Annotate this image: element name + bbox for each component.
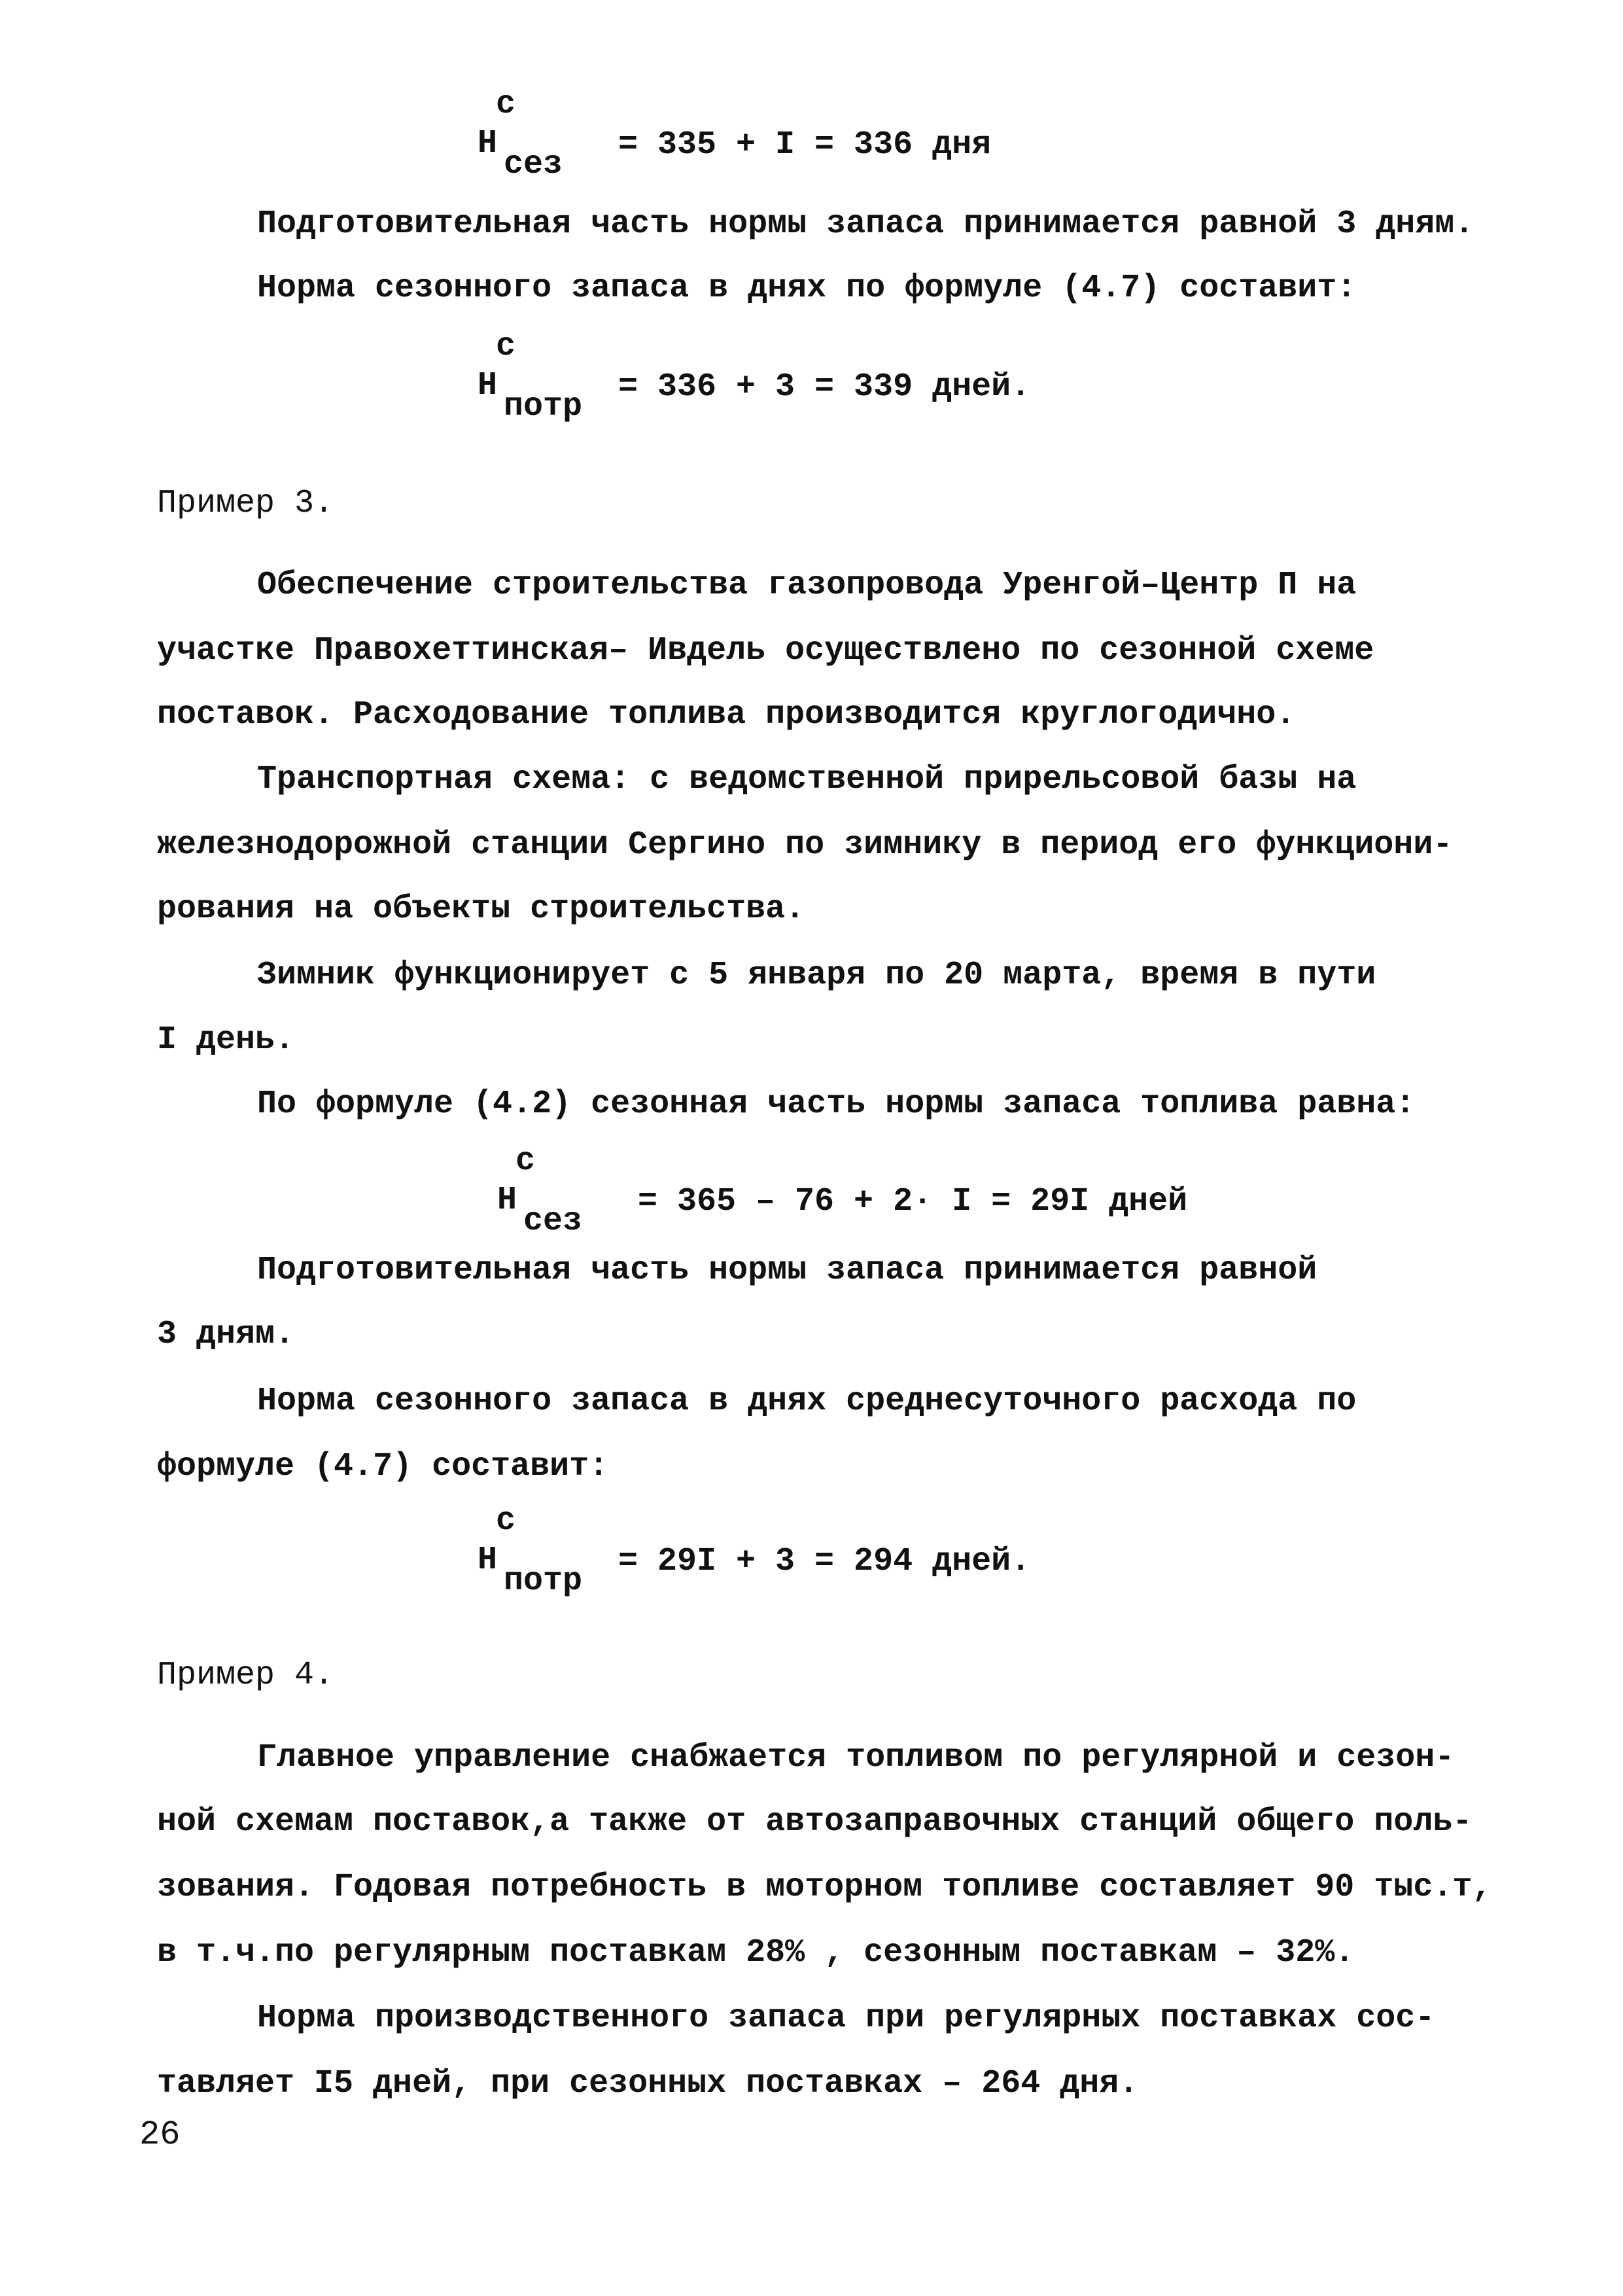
paragraph-line: участке Правохеттинская– Ивдель осуществлено по сезонной схеме: [157, 632, 1374, 669]
paragraph-line: рования на объекты строительства.: [157, 891, 805, 928]
formula-superscript: с: [515, 1142, 536, 1180]
page-number: 26: [139, 2115, 181, 2154]
formula-symbol: Н: [497, 1182, 517, 1219]
paragraph-line: Транспортная схема: с ведомственной прирельсовой базы на: [257, 761, 1357, 798]
section-heading-example-4: Пример 4.: [157, 1657, 334, 1694]
section-heading-example-3: Пример 3.: [157, 485, 334, 522]
formula-symbol: Н: [478, 1542, 498, 1579]
formula-expression: = 29I + 3 = 294 дней.: [618, 1543, 1031, 1580]
paragraph-line: Норма сезонного запаса в днях среднесуточного расхода по: [257, 1383, 1357, 1420]
formula-expression: = 365 – 76 + 2· I = 29I дней: [638, 1183, 1188, 1220]
paragraph-line: Подготовительная часть нормы запаса принимается равной 3 дням.: [257, 205, 1475, 243]
paragraph-line: железнодорожной станции Сергино по зимнику в период его функциони-: [157, 826, 1453, 864]
formula-expression: = 336 + 3 = 339 дней.: [618, 368, 1031, 406]
paragraph-line: По формуле (4.2) сезонная часть нормы запаса топлива равна:: [257, 1086, 1416, 1123]
formula-subscript: сез: [523, 1203, 583, 1240]
formula-superscript: с: [496, 328, 516, 365]
formula-superscript: с: [496, 86, 516, 123]
formula-symbol: Н: [478, 125, 498, 162]
formula-symbol: Н: [478, 367, 498, 404]
paragraph-line: ной схемам поставок,а также от автозаправочных станций общего поль-: [157, 1803, 1473, 1841]
paragraph-line: поставок. Расходование топлива производится круглогодично.: [157, 696, 1296, 733]
paragraph-line: 3 дням.: [157, 1316, 295, 1353]
paragraph-line: Главное управление снабжается топливом по регулярной и сезон-: [257, 1739, 1455, 1776]
paragraph-line: тавляет I5 дней, при сезонных поставках – 264 дня.: [157, 2065, 1139, 2102]
paragraph-line: Зимник функционирует с 5 января по 20 марта, время в пути: [257, 957, 1376, 994]
formula-superscript: с: [496, 1502, 516, 1540]
paragraph-line: Обеспечение строительства газопровода Уренгой–Центр П на: [257, 567, 1357, 604]
paragraph-line: Норма производственного запаса при регулярных поставках сос-: [257, 2000, 1435, 2037]
paragraph-line: в т.ч.по регулярным поставкам 28% , сезонным поставкам – 32%.: [157, 1934, 1355, 1971]
formula-subscript: сез: [504, 146, 563, 183]
formula-subscript: потр: [504, 1563, 583, 1600]
formula-subscript: потр: [504, 388, 583, 425]
formula-expression: = 335 + I = 336 дня: [618, 126, 992, 164]
paragraph-line: I день.: [157, 1021, 295, 1059]
paragraph-line: Норма сезонного запаса в днях по формуле (4.7) составит:: [257, 270, 1357, 307]
paragraph-line: зования. Годовая потребность в моторном топливе составляет 90 тыс.т,: [157, 1869, 1492, 1906]
paragraph-line: формуле (4.7) составит:: [157, 1448, 609, 1485]
paragraph-line: Подготовительная часть нормы запаса принимается равной: [257, 1252, 1318, 1289]
